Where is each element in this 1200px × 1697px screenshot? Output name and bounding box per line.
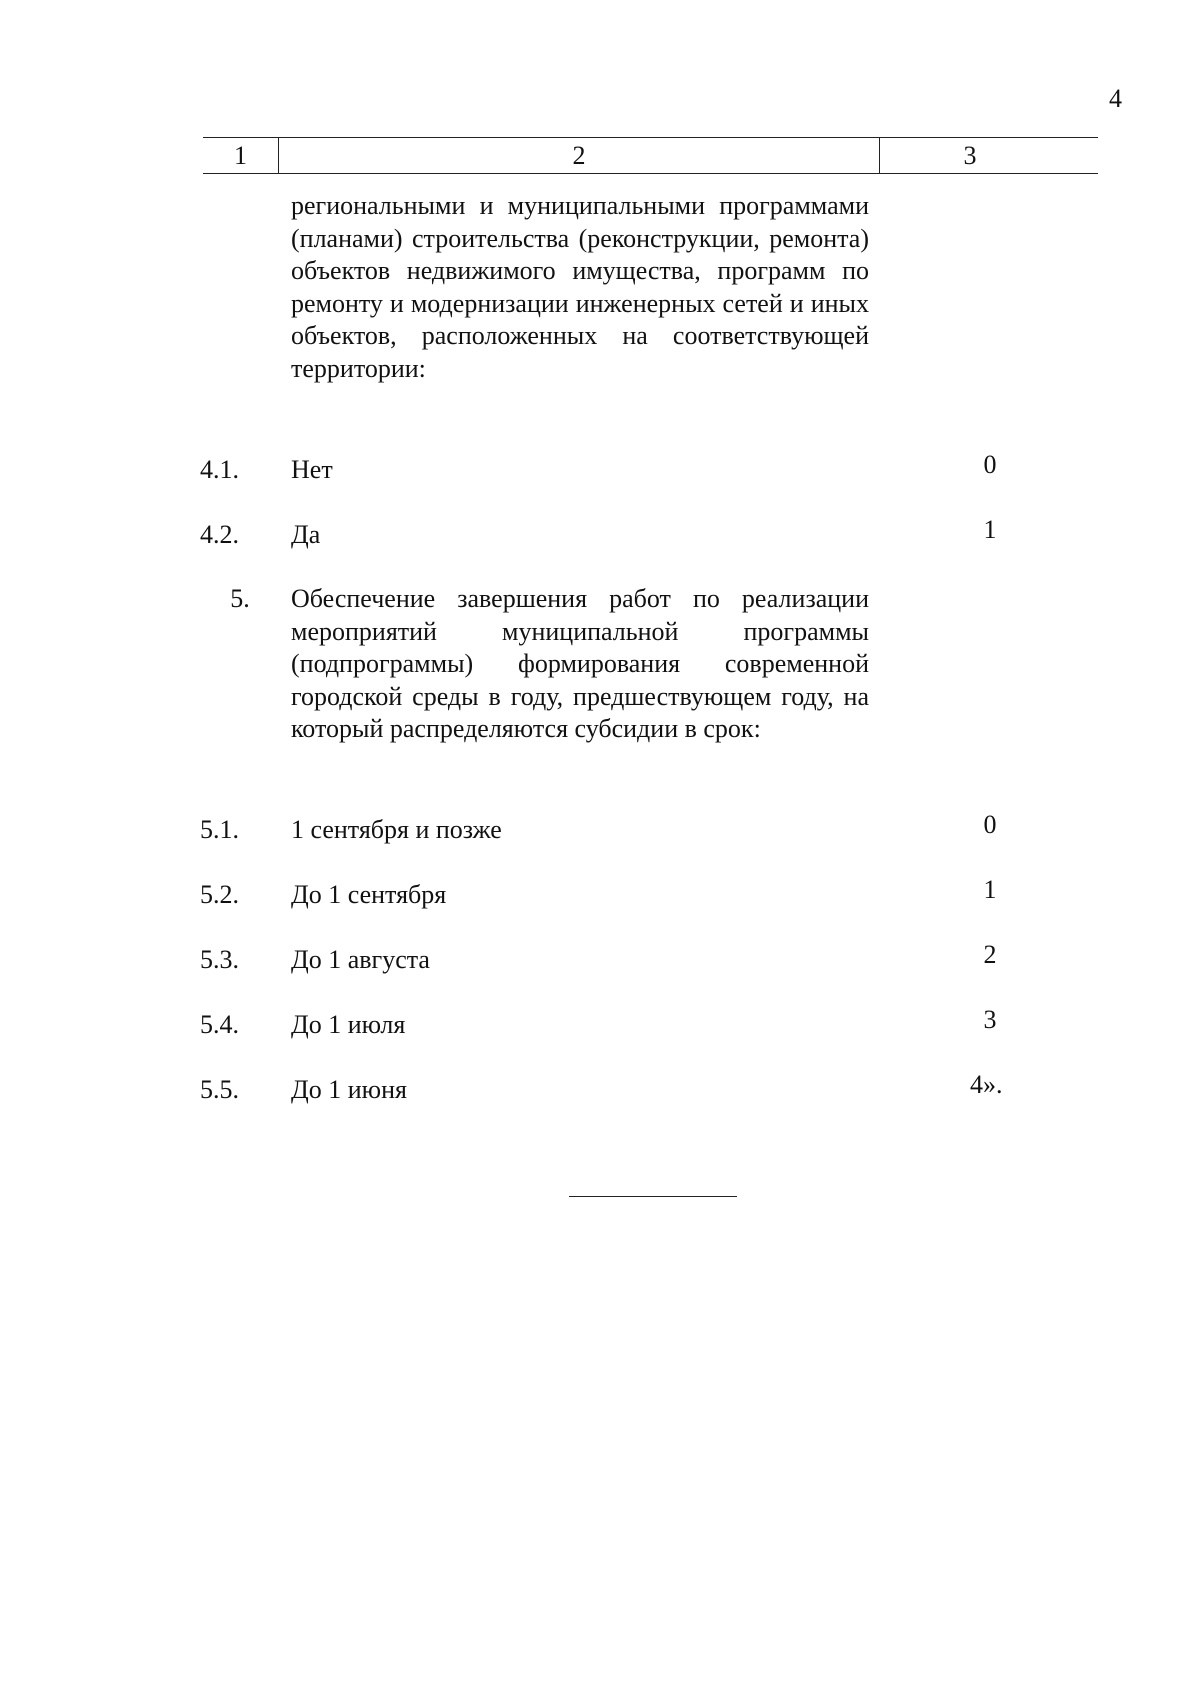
item-score: 2 <box>983 940 997 969</box>
section-5-paragraph: Обеспечение завершения работ по реализации мероприятий муниципальной программы (подпрограммы) формирования современной городской среды в году, предшествующем году, на который распределяются субсидии в срок: <box>291 584 869 744</box>
item-label: До 1 сентября <box>291 880 447 909</box>
header-bottom-rule <box>203 173 1098 174</box>
item-number: 5.4. <box>200 1010 239 1039</box>
header-cell-2: 2 <box>572 141 586 170</box>
page-number: 4 <box>1109 84 1122 113</box>
item-label: До 1 июля <box>291 1010 406 1039</box>
item-number: 4.2. <box>200 520 239 549</box>
list-item <box>0 875 1200 913</box>
header-top-rule <box>203 137 1098 138</box>
header-cell-3: 3 <box>963 141 977 170</box>
item-number: 5.5. <box>200 1075 239 1104</box>
end-rule <box>569 1196 737 1197</box>
item-score: 4». <box>970 1070 1003 1099</box>
list-item <box>0 1005 1200 1043</box>
item-number: 5.3. <box>200 945 239 974</box>
item-score: 1 <box>983 515 997 544</box>
table-header <box>203 137 1098 174</box>
item-score: 3 <box>983 1005 997 1034</box>
list-item <box>0 940 1200 978</box>
item-number: 5.2. <box>200 880 239 909</box>
item-number: 5.1. <box>200 815 239 844</box>
item-label: 1 сентября и позже <box>291 815 502 844</box>
header-cell-1: 1 <box>234 141 247 170</box>
list-item <box>0 450 1200 488</box>
list-item <box>0 1070 1200 1108</box>
item-number: 4.1. <box>200 455 239 484</box>
item-score: 0 <box>983 810 997 839</box>
section-number: 5. <box>230 584 250 613</box>
item-label: До 1 июня <box>291 1075 407 1104</box>
item-label: До 1 августа <box>291 945 430 974</box>
list-item <box>0 810 1200 848</box>
list-item <box>0 515 1200 553</box>
intro-paragraph: региональными и муниципальными программами (планами) строительства (реконструкции, ремонта) объектов недвижимого имущества, программ по ремонту и модернизации инженерных сетей и иных объектов, расположенных на соответствующей территории: <box>291 191 869 383</box>
item-score: 1 <box>983 875 997 904</box>
item-score: 0 <box>983 450 997 479</box>
item-label: Нет <box>291 455 333 484</box>
item-label: Да <box>291 520 321 549</box>
